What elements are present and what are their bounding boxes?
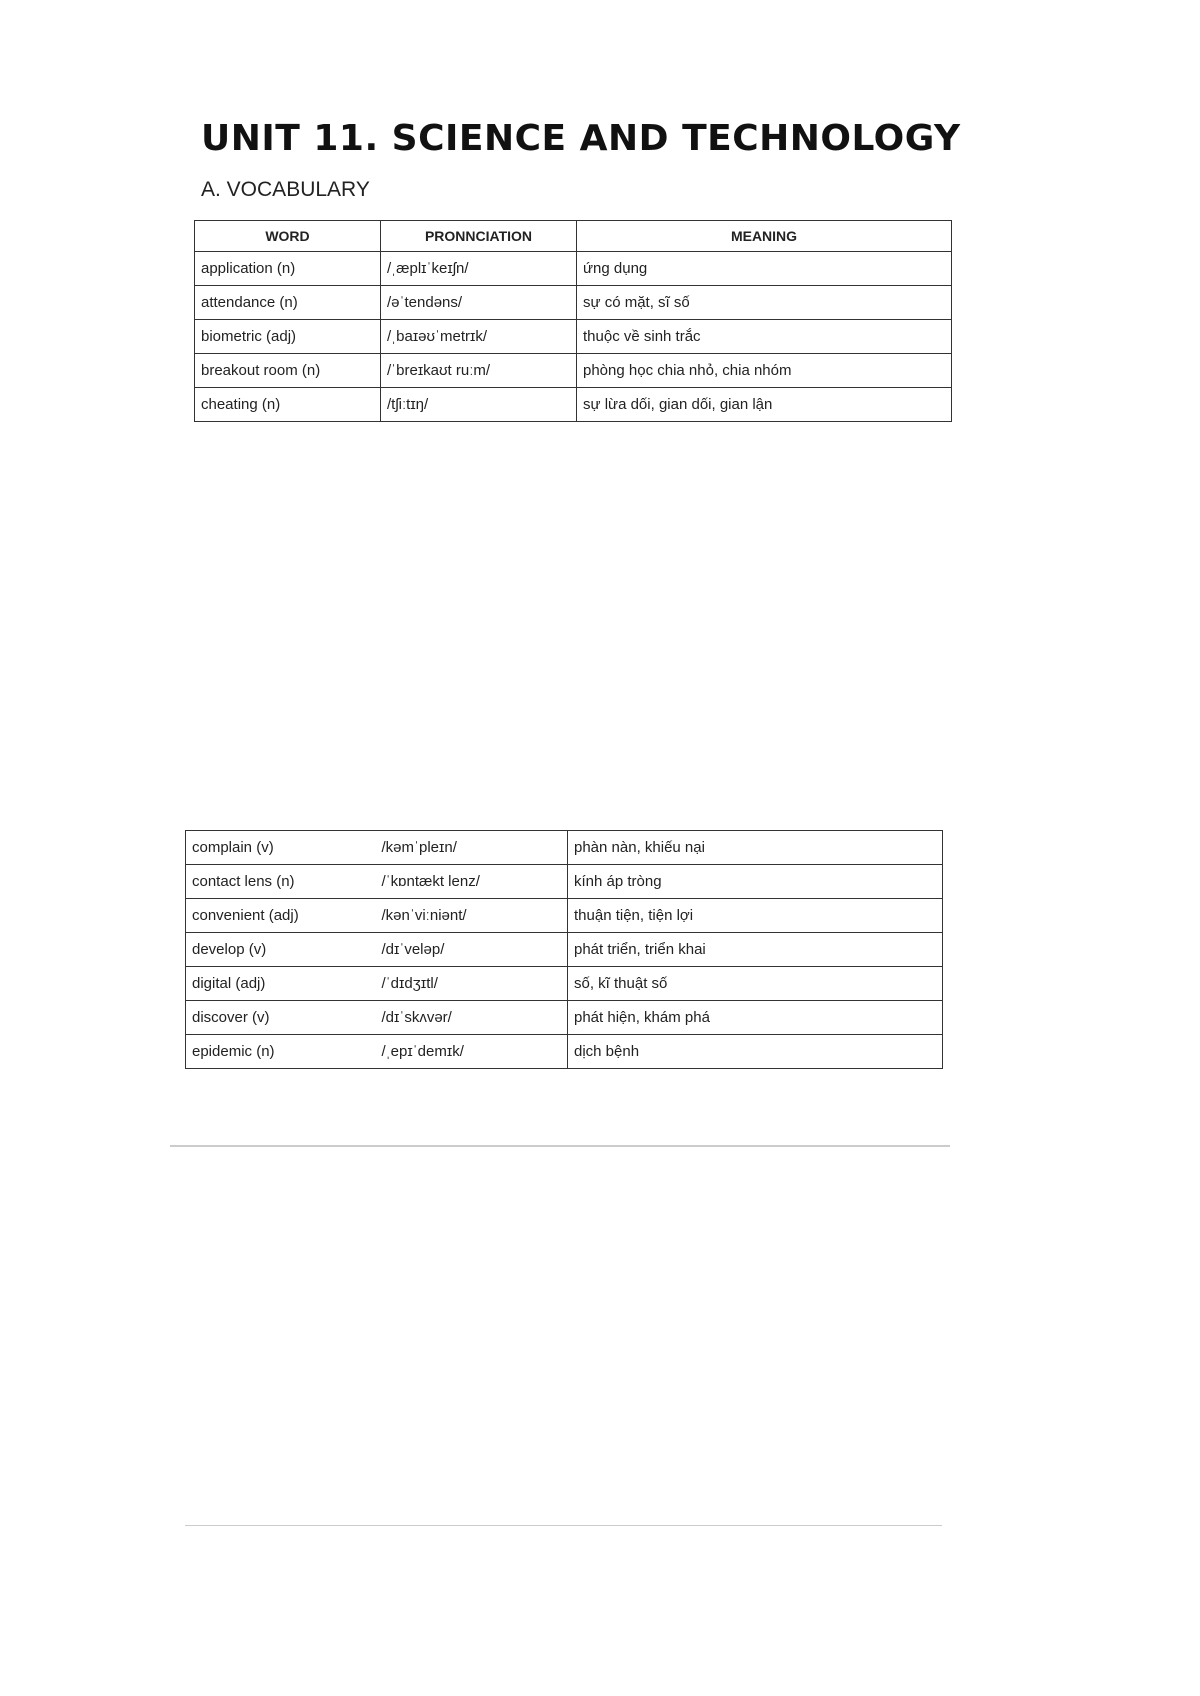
vocab-pronunciation: /ˈdɪdʒɪtl/ xyxy=(376,967,568,1001)
vocab-pronunciation: /ˈbreɪkaʊt ruːm/ xyxy=(381,354,577,388)
unit-title: UNIT 11. SCIENCE AND TECHNOLOGY xyxy=(201,118,961,159)
vocab-pronunciation: /dɪˈskʌvər/ xyxy=(376,1001,568,1035)
vocab-pronunciation: /ˌbaɪəʊˈmetrɪk/ xyxy=(381,320,577,354)
vocab-pronunciation: /ˌæplɪˈkeɪʃn/ xyxy=(381,252,577,286)
vocab-pronunciation: /ˈkɒntækt lenz/ xyxy=(376,865,568,899)
vocab-meaning: thuận tiện, tiện lợi xyxy=(568,899,943,933)
vocab-word: digital (adj) xyxy=(186,967,376,1001)
vocab-pronunciation: /kənˈviːniənt/ xyxy=(376,899,568,933)
vocab-word: application (n) xyxy=(195,252,381,286)
word-row xyxy=(186,899,943,933)
vocab-meaning: phát hiện, khám phá xyxy=(568,1001,943,1035)
vocab-word: epidemic (n) xyxy=(186,1035,376,1069)
table-continuation-line xyxy=(185,1525,942,1530)
word-row xyxy=(186,1001,943,1035)
word-row xyxy=(195,354,952,388)
header-pronunciation: PRONNCIATION xyxy=(381,221,577,252)
vocab-meaning: sự lừa dối, gian dối, gian lận xyxy=(577,388,952,422)
vocab-pronunciation: /dɪˈveləp/ xyxy=(376,933,568,967)
vocab-meaning: dịch bệnh xyxy=(568,1035,943,1069)
vocab-meaning: ứng dụng xyxy=(577,252,952,286)
vocab-word: biometric (adj) xyxy=(195,320,381,354)
word-row xyxy=(186,865,943,899)
vocab-pronunciation: /tʃiːtɪŋ/ xyxy=(381,388,577,422)
vocabulary-table xyxy=(194,220,952,422)
word-row xyxy=(186,1035,943,1069)
section-heading: A. VOCABULARY xyxy=(201,178,370,201)
word-row xyxy=(186,967,943,1001)
vocab-word: contact lens (n) xyxy=(186,865,376,899)
page-divider xyxy=(170,1145,950,1147)
word-row xyxy=(195,252,952,286)
vocab-pronunciation: /kəmˈpleɪn/ xyxy=(376,831,568,865)
vocab-word: develop (v) xyxy=(186,933,376,967)
vocab-meaning: phàn nàn, khiếu nại xyxy=(568,831,943,865)
vocabulary-table-continued xyxy=(185,830,943,1069)
word-row xyxy=(195,388,952,422)
word-row xyxy=(195,320,952,354)
vocab-meaning: kính áp tròng xyxy=(568,865,943,899)
vocab-word: complain (v) xyxy=(186,831,376,865)
vocab-meaning: số, kĩ thuật số xyxy=(568,967,943,1001)
word-row xyxy=(186,831,943,865)
vocab-meaning: phòng học chia nhỏ, chia nhóm xyxy=(577,354,952,388)
vocab-word: cheating (n) xyxy=(195,388,381,422)
word-row xyxy=(186,933,943,967)
vocab-meaning: phát triển, triển khai xyxy=(568,933,943,967)
header-word: WORD xyxy=(195,221,381,252)
vocab-meaning: thuộc về sinh trắc xyxy=(577,320,952,354)
word-row xyxy=(195,286,952,320)
vocab-word: breakout room (n) xyxy=(195,354,381,388)
vocab-word: attendance (n) xyxy=(195,286,381,320)
vocab-meaning: sự có mặt, sĩ số xyxy=(577,286,952,320)
vocab-pronunciation: /əˈtendəns/ xyxy=(381,286,577,320)
vocab-word: convenient (adj) xyxy=(186,899,376,933)
table-header-row xyxy=(195,221,952,252)
vocab-word: discover (v) xyxy=(186,1001,376,1035)
vocab-pronunciation: /ˌepɪˈdemɪk/ xyxy=(376,1035,568,1069)
header-meaning: MEANING xyxy=(577,221,952,252)
